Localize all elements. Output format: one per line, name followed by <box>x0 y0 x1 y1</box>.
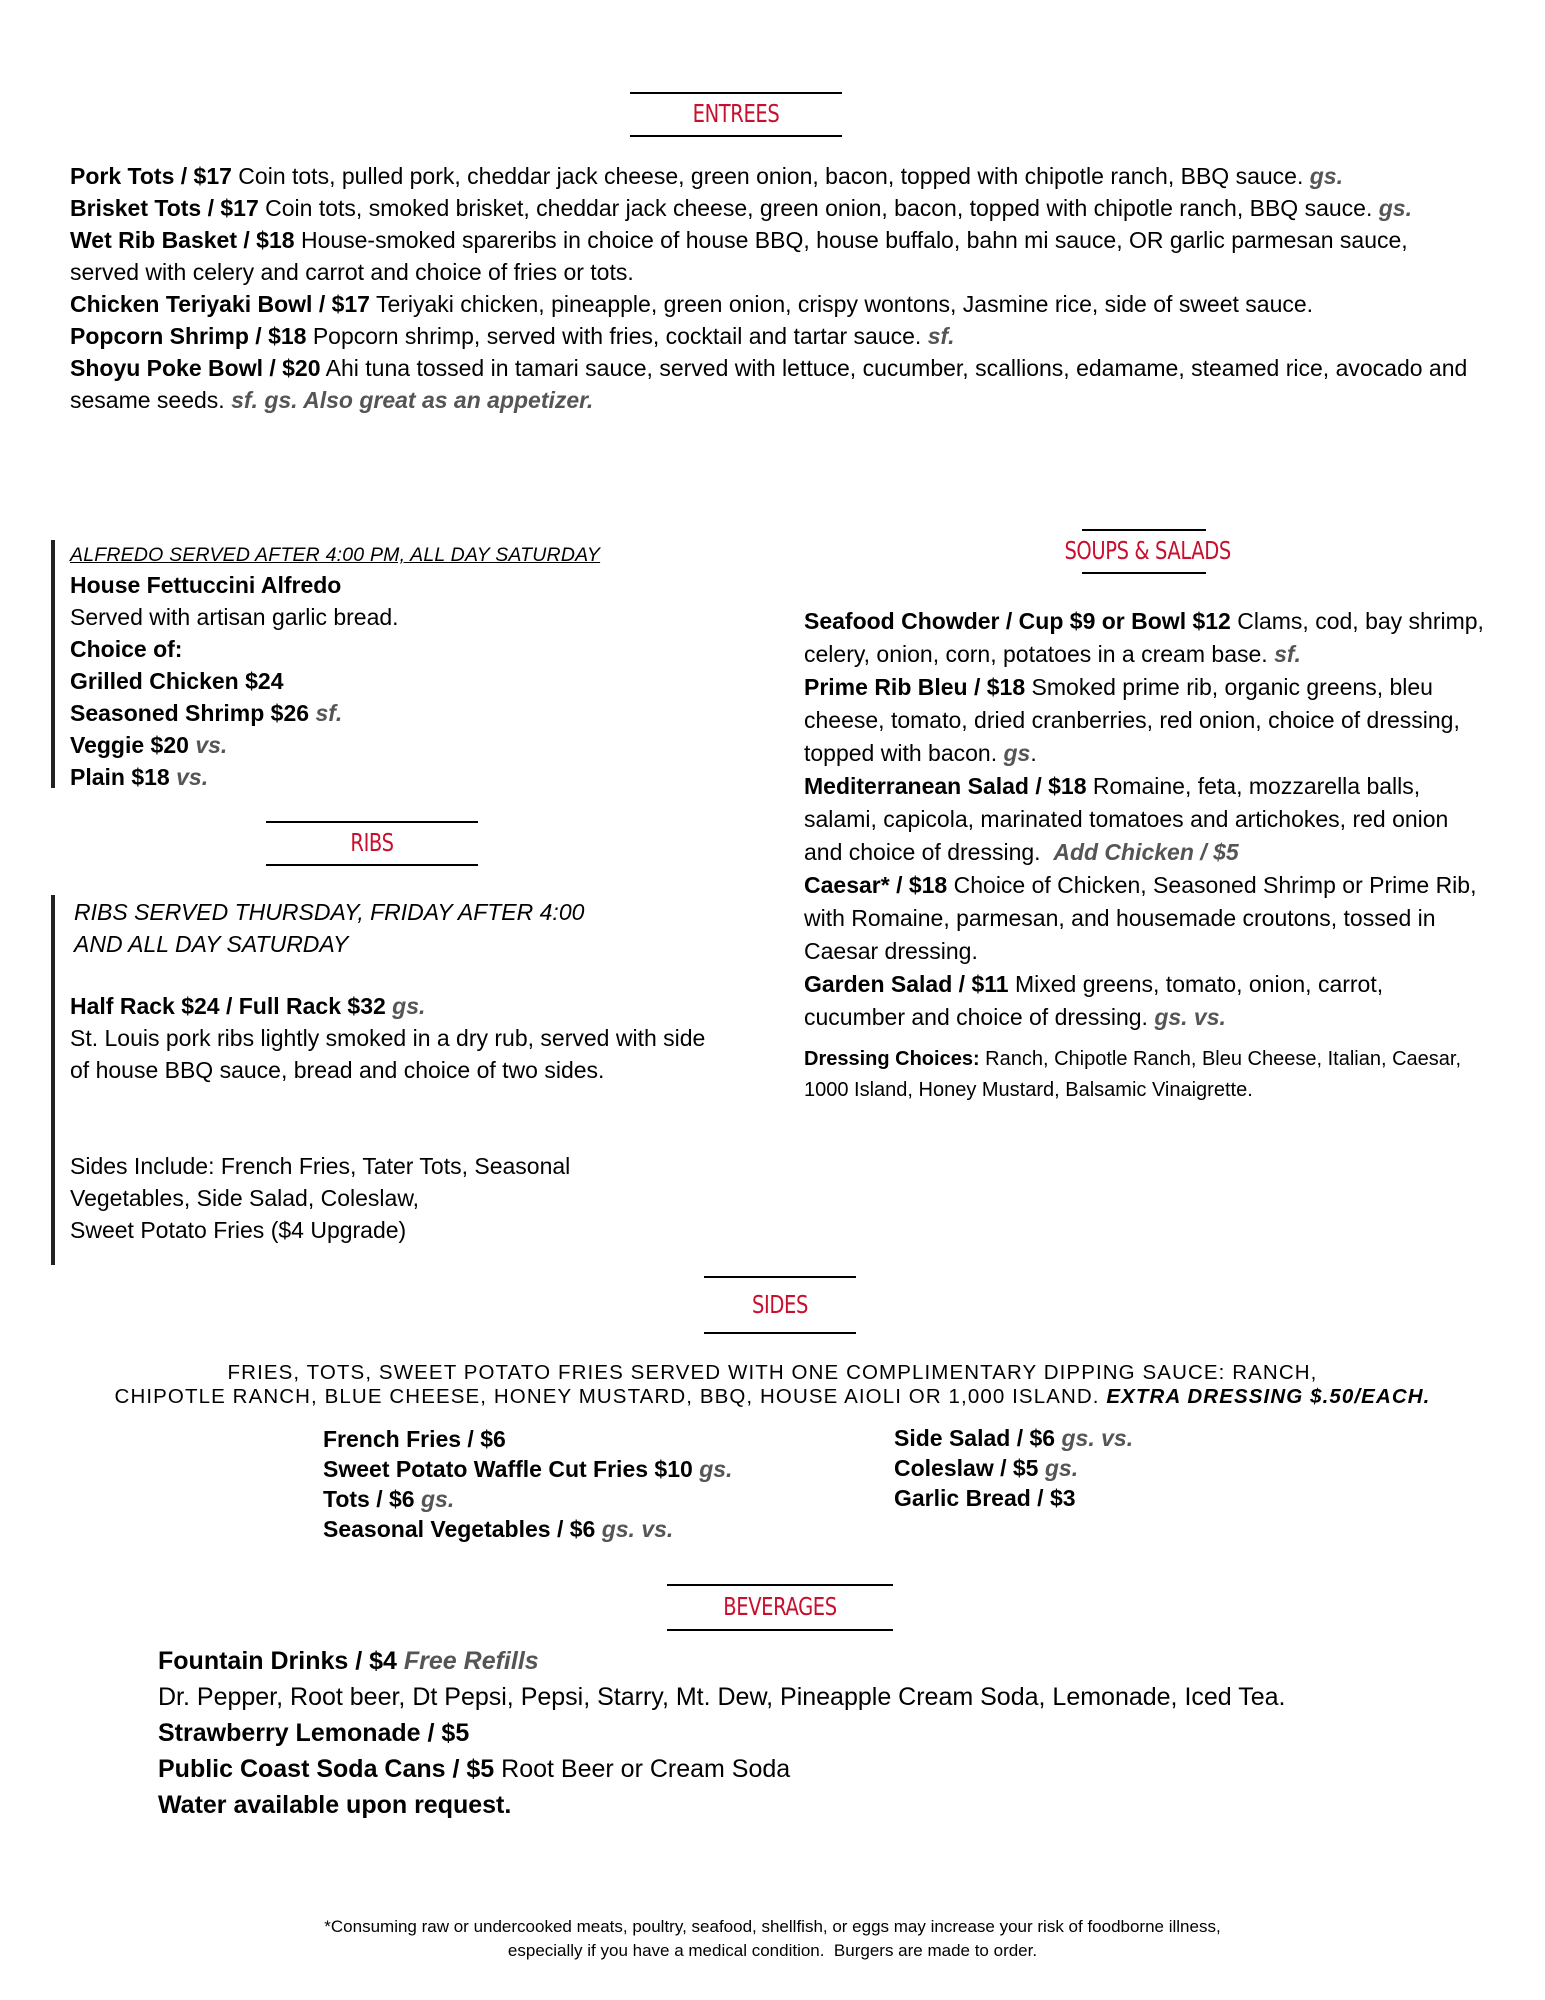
divider <box>630 135 842 137</box>
beverage-list-text: Dr. Pepper, Root beer, Dt Pepsi, Pepsi, Starry, Mt. Dew, Pineapple Cream Soda, Lemonade, Iced Tea. <box>158 1683 1286 1711</box>
ribs-notice <box>74 896 714 960</box>
alfredo-option: Veggie $20 vs. <box>70 732 228 758</box>
beverages-header <box>667 1584 893 1631</box>
sides-left <box>323 1424 732 1544</box>
side-item: Coleslaw / $5 gs. <box>894 1455 1079 1481</box>
alfredo-name: House Fettuccini Alfredo <box>70 572 342 598</box>
side-item: Seasonal Vegetables / $6 gs. vs. <box>323 1516 674 1542</box>
divider <box>667 1629 893 1631</box>
side-item: Side Salad / $6 gs. vs. <box>894 1425 1134 1451</box>
footer-line: *Consuming raw or undercooked meats, poultry, seafood, shellfish, or eggs may increase your risk of foodborne illness, <box>324 1917 1221 1936</box>
divider <box>704 1332 856 1334</box>
sides-intro-line: CHIPOTLE RANCH, BLUE CHEESE, HONEY MUSTARD, BBQ, HOUSE AIOLI OR 1,000 ISLAND. EXTRA DRESSING $.50/EACH. <box>114 1385 1431 1408</box>
divider <box>266 864 478 866</box>
menu-item: Prime Rib Bleu / $18 Smoked prime rib, organic greens, bleu cheese, tomato, dried cranberries, red onion, choice of dressing, topped with bacon. gs. <box>804 674 1460 766</box>
menu-item: Mediterranean Salad / $18 Romaine, feta, mozzarella balls, salami, capicola, marinated tomatoes and artichokes, red onion and choice of dressing. Add Chicken / $5 <box>804 773 1455 865</box>
entrees-header <box>630 92 842 137</box>
section-title: ENTREES <box>692 99 780 128</box>
beverage-item: Water available upon request. <box>158 1791 512 1819</box>
soups-list <box>804 605 1484 1106</box>
menu-item: Popcorn Shrimp / $18 Popcorn shrimp, served with fries, cocktail and tartar sauce. sf. <box>70 323 955 349</box>
sides-right <box>894 1423 1133 1513</box>
beverage-item: Fountain Drinks / $4 Free Refills <box>158 1647 539 1675</box>
dressing-choices: Dressing Choices: Ranch, Chipotle Ranch, Bleu Cheese, Italian, Caesar, 1000 Island, Honey Mustard, Balsamic Vinaigrette. <box>804 1048 1461 1101</box>
sides-intro <box>20 1361 1525 1409</box>
alfredo-option: Seasoned Shrimp $26 sf. <box>70 700 343 726</box>
ribs-sides-text: Sides Include: French Fries, Tater Tots, Seasonal Vegetables, Side Salad, Coleslaw, <box>70 1153 571 1211</box>
ribs-notice-line: RIBS SERVED THURSDAY, FRIDAY AFTER 4:00 <box>74 899 585 925</box>
ribs-item-name: Half Rack $24 / Full Rack $32 gs. <box>70 993 426 1019</box>
footer-disclaimer <box>0 1915 1545 1963</box>
alfredo-choice-label: Choice of: <box>70 636 183 662</box>
section-title: RIBS <box>350 828 394 857</box>
alfredo-section <box>70 541 710 793</box>
menu-item: Brisket Tots / $17 Coin tots, smoked brisket, cheddar jack cheese, green onion, bacon, topped with chipotle ranch, BBQ sauce. gs. <box>70 195 1412 221</box>
menu-item: Wet Rib Basket / $18 House-smoked spareribs in choice of house BBQ, house buffalo, bahn mi sauce, OR garlic parmesan sauce, served with celery and carrot and choice of fries or tots. <box>70 227 1408 285</box>
ribs-header <box>266 821 478 866</box>
side-item: French Fries / $6 <box>323 1426 506 1452</box>
alfredo-notice: ALFREDO SERVED AFTER 4:00 PM, ALL DAY SATURDAY <box>70 544 601 566</box>
ribs-sides-text: Sweet Potato Fries ($4 Upgrade) <box>70 1217 407 1243</box>
section-title: BEVERAGES <box>723 1592 837 1621</box>
alfredo-desc: Served with artisan garlic bread. <box>70 604 399 630</box>
footer-line: especially if you have a medical condition. Burgers are made to order. <box>507 1941 1038 1960</box>
entrees-list <box>70 160 1480 416</box>
side-item: Tots / $6 gs. <box>323 1486 455 1512</box>
menu-item: Chicken Teriyaki Bowl / $17 Teriyaki chicken, pineapple, green onion, crispy wontons, Jasmine rice, side of sweet sauce. <box>70 291 1314 317</box>
sides-header <box>704 1276 856 1334</box>
menu-item: Seafood Chowder / Cup $9 or Bowl $12 Clams, cod, bay shrimp, celery, onion, corn, potatoes in a cream base. sf. <box>804 608 1484 667</box>
section-title: SIDES <box>752 1290 808 1319</box>
alfredo-bar <box>51 540 55 788</box>
ribs-desc: St. Louis pork ribs lightly smoked in a dry rub, served with side of house BBQ sauce, bread and choice of two sides. <box>70 1025 706 1083</box>
ribs-sides <box>70 1150 670 1246</box>
ribs-bar <box>51 895 55 1265</box>
side-item: Garlic Bread / $3 <box>894 1485 1076 1511</box>
ribs-notice-line: AND ALL DAY SATURDAY <box>74 931 349 957</box>
menu-item: Caesar* / $18 Choice of Chicken, Seasoned Shrimp or Prime Rib, with Romaine, parmesan, and housemade croutons, tossed in Caesar dressing. <box>804 872 1477 964</box>
section-title: SOUPS & SALADS <box>1064 536 1231 565</box>
menu-item: Garden Salad / $11 Mixed greens, tomato, onion, carrot, cucumber and choice of dressing. gs. vs. <box>804 971 1384 1030</box>
menu-item: Shoyu Poke Bowl / $20 Ahi tuna tossed in tamari sauce, served with lettuce, cucumber, scallions, edamame, steamed rice, avocado and sesame seeds. sf. gs. Also great as an appetizer. <box>70 355 1468 413</box>
beverage-item: Strawberry Lemonade / $5 <box>158 1719 470 1747</box>
beverage-item: Public Coast Soda Cans / $5 Root Beer or Cream Soda <box>158 1755 791 1783</box>
menu-item: Pork Tots / $17 Coin tots, pulled pork, cheddar jack cheese, green onion, bacon, topped with chipotle ranch, BBQ sauce. gs. <box>70 163 1343 189</box>
soups-header <box>1064 529 1231 574</box>
ribs-item <box>70 990 720 1086</box>
alfredo-option: Grilled Chicken $24 <box>70 668 284 694</box>
sides-intro-line: FRIES, TOTS, SWEET POTATO FRIES SERVED WITH ONE COMPLIMENTARY DIPPING SAUCE: RANCH, <box>227 1361 1318 1384</box>
side-item: Sweet Potato Waffle Cut Fries $10 gs. <box>323 1456 733 1482</box>
alfredo-option: Plain $18 vs. <box>70 764 209 790</box>
divider <box>1082 572 1206 574</box>
beverages-list <box>158 1643 1458 1823</box>
